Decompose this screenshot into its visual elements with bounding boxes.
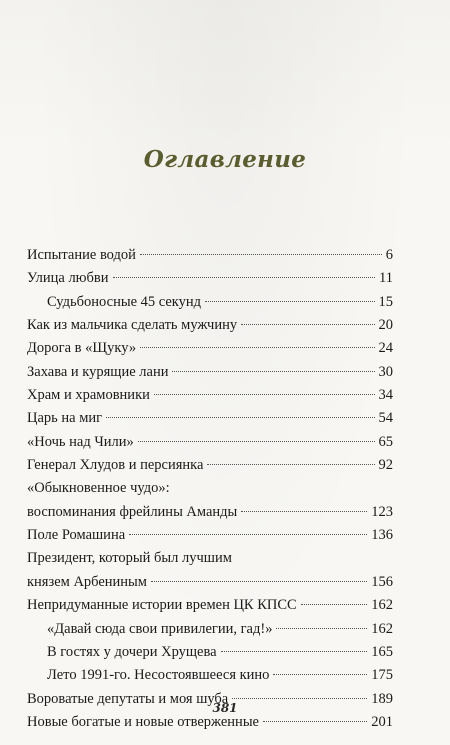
dot-leader xyxy=(140,254,382,255)
dot-leader xyxy=(301,604,368,605)
toc-entry-title: Как из мальчика сделать мужчину xyxy=(27,317,238,334)
toc-entry-title: Генерал Хлудов и персиянка xyxy=(27,457,204,474)
page-number: 381 xyxy=(212,701,238,715)
toc-entry xyxy=(27,384,393,407)
dot-leader xyxy=(106,417,374,418)
toc-entry-page: 30 xyxy=(378,363,393,380)
toc-entry-page: 24 xyxy=(378,340,393,357)
toc-entry-title: князем Арбениным xyxy=(27,573,147,590)
toc-entry-page: 165 xyxy=(371,643,393,660)
toc-entry xyxy=(27,431,393,454)
dot-leader xyxy=(207,464,374,465)
toc-entry-page: 162 xyxy=(371,620,393,637)
toc-entry xyxy=(27,407,393,430)
toc-entry-page: 123 xyxy=(371,503,393,520)
toc-entry-title: Новые богатые и новые отверженные xyxy=(27,713,259,730)
toc-entry-title: Царь на миг xyxy=(27,410,103,427)
dot-leader xyxy=(273,674,367,675)
dot-leader xyxy=(241,511,367,512)
toc-entry-title: Судьбоносные 45 секунд xyxy=(47,293,202,310)
toc-entry-page: 54 xyxy=(378,410,393,427)
dot-leader xyxy=(154,394,375,395)
dot-leader xyxy=(276,628,367,629)
toc-entry-page: 162 xyxy=(371,597,393,614)
toc-entry-title: В гостях у дочери Хрущева xyxy=(47,643,217,660)
toc-entry-title-line xyxy=(27,477,393,500)
toc-entry-title: Непридуманные истории времен ЦК КПСС xyxy=(27,597,297,614)
toc-entry-title: Храм и храмовники xyxy=(27,387,150,404)
dot-leader xyxy=(113,277,376,278)
dot-leader xyxy=(138,441,375,442)
toc-entry xyxy=(27,314,393,337)
dot-leader xyxy=(232,698,367,699)
toc-subentry xyxy=(27,664,393,687)
toc-entry-page: 11 xyxy=(379,270,393,287)
toc-entry-title: «Давай сюда свои привилегии, гад!» xyxy=(47,620,273,637)
toc-entry-title-line xyxy=(27,547,393,570)
dot-leader xyxy=(140,347,374,348)
toc-entry-page: 20 xyxy=(378,317,393,334)
toc-subentry xyxy=(27,291,393,314)
dot-leader xyxy=(172,371,374,372)
toc-entry xyxy=(27,501,393,524)
toc-entry-page: 201 xyxy=(371,713,393,730)
toc-entry xyxy=(27,571,393,594)
toc-entry-page: 15 xyxy=(378,293,393,310)
toc-subentry xyxy=(27,641,393,664)
toc-entry xyxy=(27,267,393,290)
dot-leader xyxy=(129,534,367,535)
toc-entry-title: Лето 1991-го. Несостоявшееся кино xyxy=(47,667,270,684)
toc-entry-page: 189 xyxy=(371,690,393,707)
toc-entry-title: «Ночь над Чили» xyxy=(27,433,134,450)
table-of-contents xyxy=(27,244,393,734)
toc-entry xyxy=(27,524,393,547)
toc-entry-page: 34 xyxy=(378,387,393,404)
dot-leader xyxy=(221,651,368,652)
dot-leader xyxy=(151,581,367,582)
toc-entry-title: Вороватые депутаты и моя шуба xyxy=(27,690,229,707)
toc-entry-page: 156 xyxy=(371,573,393,590)
toc-entry-title: Улица любви xyxy=(27,270,109,287)
toc-entry-page: 136 xyxy=(371,527,393,544)
toc-entry-page: 92 xyxy=(378,457,393,474)
page-title: Оглавление xyxy=(143,146,307,173)
toc-subentry xyxy=(27,618,393,641)
toc-entry xyxy=(27,337,393,360)
toc-entry-title: Захава и курящие лани xyxy=(27,363,169,380)
dot-leader xyxy=(263,721,367,722)
toc-entry-title: Дорога в «Щуку» xyxy=(27,340,137,357)
dot-leader xyxy=(241,324,374,325)
toc-entry-title: Поле Ромашина xyxy=(27,527,126,544)
toc-entry xyxy=(27,361,393,384)
toc-entry xyxy=(27,594,393,617)
toc-entry xyxy=(27,454,393,477)
toc-entry xyxy=(27,244,393,267)
toc-entry-title: «Обыкновенное чудо»: xyxy=(27,480,170,497)
toc-entry-title: воспоминания фрейлины Аманды xyxy=(27,503,238,520)
toc-entry-page: 175 xyxy=(371,667,393,684)
toc-entry-title: Президент, который был лучшим xyxy=(27,550,232,567)
toc-entry-title: Испытание водой xyxy=(27,247,136,263)
toc-entry-page: 65 xyxy=(378,433,393,450)
dot-leader xyxy=(205,301,374,302)
toc-entry-page: 6 xyxy=(385,247,393,263)
